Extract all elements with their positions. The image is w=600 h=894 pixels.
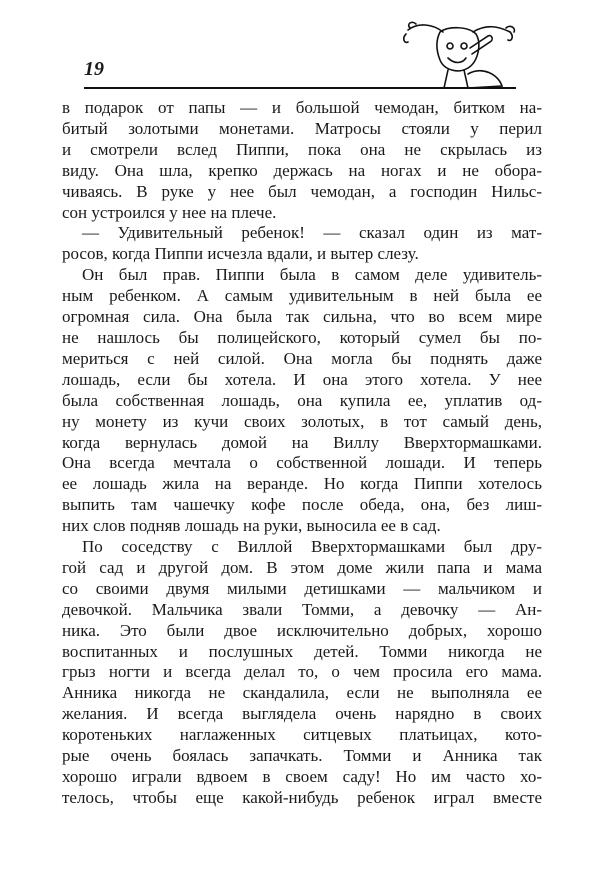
- text-line: битый золотыми монетами. Матросы стояли у перил: [62, 118, 542, 138]
- text-line: огромная сила. Она была так сильна, что во всем мире: [62, 307, 542, 327]
- text-line: желания. И всегда выглядела очень нарядно в своих: [62, 704, 542, 724]
- text-line: чиваясь. В руке у нее был чемодан, а господин Нильс-: [62, 181, 542, 201]
- text-line: росов, когда Пиппи исчезла вдали, и вытер слезу.: [62, 244, 419, 264]
- text-line: мериться с ней силой. Она могла бы поднять даже: [62, 348, 542, 368]
- text-line: ее лошадь жила на веранде. Но когда Пиппи хотелось: [62, 474, 542, 494]
- text-line: в подарок от папы — и большой чемодан, битком на-: [62, 98, 542, 117]
- text-line: воспитанных и послушных детей. Томми никогда не: [62, 641, 542, 661]
- text-line: и смотрели вслед Пиппи, пока она не скрылась из: [62, 139, 542, 159]
- text-line: не нашлось бы полицейского, который сумел бы по-: [62, 327, 542, 347]
- text-line: выпить там чашечку кофе после обеда, она, без лиш-: [62, 495, 542, 515]
- text-line: Он был прав. Пиппи была в самом деле удивитель-: [82, 265, 542, 285]
- text-line: виду. Она шла, крепко держась на ногах и не обора-: [62, 160, 542, 180]
- text-line: гой сад и другой дом. В этом доме жили папа и мама: [62, 557, 542, 577]
- text-line: хорошо играли вдвоем в своем саду! Но им часто хо-: [62, 767, 542, 786]
- text-line: По соседству с Виллой Вверхтормашками был дру-: [82, 537, 542, 557]
- text-line: сон устроился у нее на плече.: [62, 202, 277, 222]
- body-text: [62, 98, 542, 809]
- text-line: была собственная лошадь, она купила ее, уплатив од-: [62, 390, 542, 410]
- text-line: коротеньких наглаженных ситцевых платьицах, кото-: [62, 725, 542, 745]
- text-line: лошадь, если бы хотела. И она этого хотела. У нее: [62, 369, 542, 389]
- pippi-illustration: [398, 18, 518, 90]
- text-line: ника. Это были двое исключительно добрых, хорошо: [62, 620, 542, 640]
- text-line: грыз ногти и всегда делал то, о чем просила его мама.: [62, 662, 542, 682]
- text-line: девочкой. Мальчика звали Томми, а девочку — Ан-: [62, 599, 542, 619]
- text-line: Анника никогда не скандалила, если не выполняла ее: [62, 683, 542, 703]
- text-line: Она всегда мечтала о собственной лошади. И теперь: [62, 453, 542, 473]
- text-line: ным ребенком. А самым удивительным в ней была ее: [62, 286, 542, 306]
- text-line: — Удивительный ребенок! — сказал один из мат-: [82, 223, 542, 243]
- text-line: рые очень боялась запачкать. Томми и Анника так: [62, 746, 542, 766]
- text-line: телось, чтобы еще какой-нибудь ребенок играл вместе: [62, 787, 542, 807]
- text-line: них слов подняв лошадь на руки, выносила ее в сад.: [62, 516, 441, 536]
- page-number: 19: [84, 58, 104, 80]
- text-line: ну монету из кучи своих золотых, в тот самый день,: [62, 411, 542, 431]
- text-line: когда вернулась домой на Виллу Вверхтормашками.: [62, 432, 542, 452]
- text-line: со своими двумя милыми детишками — мальчиком и: [62, 578, 542, 598]
